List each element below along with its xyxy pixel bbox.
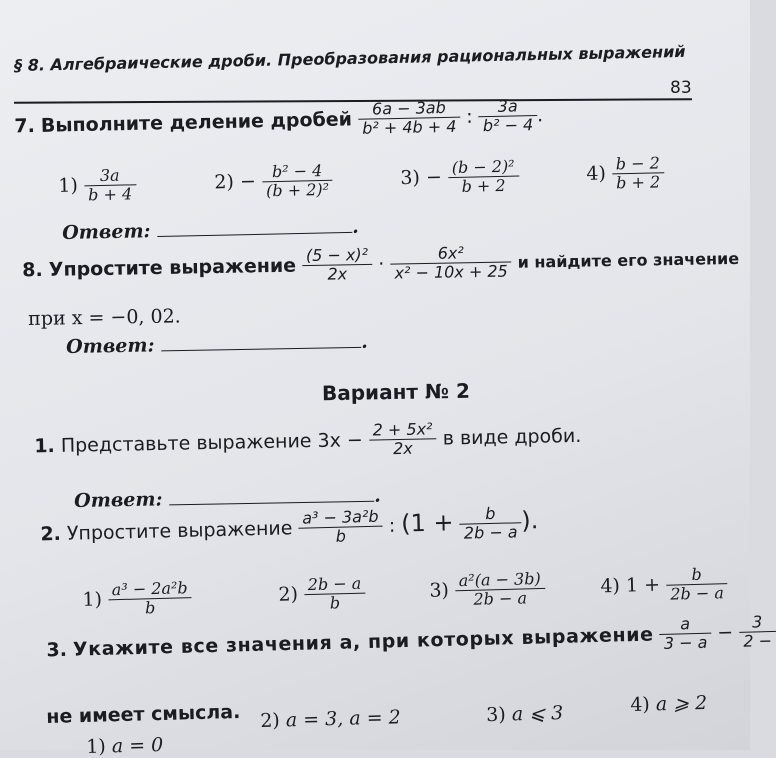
variant-task-2 bbox=[40, 504, 539, 554]
variant-task-2-text: Упростите выражение bbox=[66, 517, 293, 545]
variant-task-3-option-3[interactable]: 3) a ⩽ 3 bbox=[485, 702, 564, 727]
task-7-option-4[interactable]: 4) $\frac{b - 2}{b + 2}$ bbox=[586, 154, 664, 194]
variant-task-2-option-2[interactable]: 2) $\frac{2b - a}{b}$ bbox=[278, 573, 424, 615]
variant-task-2-options bbox=[82, 565, 728, 620]
task-8-line-2: при x = −0, 02. bbox=[28, 305, 181, 330]
variant-task-1-answer: Ответ: . bbox=[74, 484, 381, 512]
task-7-number: 7. bbox=[14, 114, 36, 138]
variant-task-3-fraction-1: $\frac{a}{3 - a}$ bbox=[659, 615, 712, 654]
variant-task-3-option-1[interactable]: 1) a = 0 bbox=[86, 733, 164, 758]
variant-task-2-paren-close: ). bbox=[520, 506, 539, 535]
variant-task-3-text: Укажите все значения a, при которых выражение bbox=[72, 623, 654, 661]
task-7-text: Выполните деление дробей bbox=[40, 108, 353, 137]
variant-task-1-text-after: в виде дроби. bbox=[442, 424, 582, 450]
task-8-text: Упростите выражение bbox=[48, 254, 297, 281]
task-8-fraction-1: $\frac{\text{(5 − x)²}}{2x}$ bbox=[302, 246, 373, 285]
variant-task-2-fraction-1: $\frac{\text{a³ − 3a²b}}{b}$ bbox=[298, 508, 383, 548]
variant-task-2-number: 2. bbox=[40, 522, 62, 546]
section-header: § 8. Алгебраические дроби. Преобразования рациональных выражений bbox=[14, 41, 686, 75]
variant-task-1-number: 1. bbox=[34, 434, 56, 458]
variant-title: Вариант № 2 bbox=[321, 378, 471, 406]
variant-task-3-option-4[interactable]: 4) a ⩾ 2 bbox=[630, 691, 708, 716]
variant-task-1-answer-field[interactable] bbox=[169, 485, 374, 506]
task-8-number: 8. bbox=[22, 259, 43, 282]
task-7-fraction-1: $\frac{6a - 3ab}{\text{b² + 4b + 4}}$ bbox=[358, 99, 461, 139]
task-8-answer: Ответ: . bbox=[66, 330, 368, 358]
variant-task-3-fraction-2: $\frac{3}{2 -}$ bbox=[739, 613, 776, 652]
task-8-text-after: и найдите его значение bbox=[517, 248, 740, 272]
task-7-fraction-2: $\frac{3a}{\text{b² − 4}}$ bbox=[478, 97, 537, 136]
page-number: 83 bbox=[670, 78, 692, 98]
variant-task-3-line-2: не имеет смысла. bbox=[46, 700, 241, 728]
variant-task-3-minus-sign: − bbox=[716, 621, 734, 644]
task-8 bbox=[22, 239, 739, 289]
variant-task-1 bbox=[34, 417, 582, 465]
variant-task-2-divide-sign: : bbox=[388, 514, 396, 537]
task-7-options bbox=[58, 154, 664, 206]
task-7-option-1[interactable]: 1) $\frac{3a}{b + 4}$ bbox=[58, 165, 209, 206]
task-8-multiply-sign: · bbox=[378, 253, 385, 276]
task-7-answer-field[interactable] bbox=[157, 216, 352, 237]
task-7-option-3[interactable]: 3) − $\frac{\text{(b − 2)²}}{b + 2}$ bbox=[400, 156, 581, 198]
task-7-answer: Ответ: . bbox=[62, 215, 359, 244]
variant-task-1-answer-label: Ответ: bbox=[74, 488, 163, 512]
task-7 bbox=[14, 97, 544, 146]
task-8-answer-label: Ответ: bbox=[66, 334, 155, 358]
variant-task-2-option-1[interactable]: 1) $\frac{\text{a³ − 2a²b}}{b}$ bbox=[82, 577, 273, 620]
task-7-divide-sign: : bbox=[466, 105, 473, 128]
variant-task-3-number: 3. bbox=[46, 638, 68, 662]
task-7-period: . bbox=[536, 104, 544, 127]
variant-task-3 bbox=[46, 613, 776, 670]
variant-task-1-fraction: $\frac{\text{2 + 5x²}}{2x}$ bbox=[369, 420, 438, 459]
task-8-answer-field[interactable] bbox=[161, 331, 361, 351]
variant-task-3-option-2[interactable]: 2) a = 3, a = 2 bbox=[260, 706, 402, 732]
task-8-fraction-2: $\frac{\text{6x²}}{\text{x² − 10x + 25}}$ bbox=[390, 243, 512, 283]
variant-task-2-fraction-2: $\frac{b}{2b - a}$ bbox=[459, 504, 522, 543]
task-7-option-2[interactable]: 2) − $\frac{\text{b² − 4}}{\text{(b + 2)²}}$ bbox=[214, 160, 395, 202]
variant-task-2-option-4[interactable]: 4) 1 + $\frac{b}{2b - a}$ bbox=[600, 565, 728, 606]
task-7-answer-label: Ответ: bbox=[62, 220, 151, 244]
variant-task-2-paren-open: (1 + bbox=[400, 508, 454, 538]
variant-task-3-options-row bbox=[260, 700, 636, 732]
variant-task-1-text: Представьте выражение 3x − bbox=[60, 429, 364, 457]
variant-task-2-option-3[interactable]: 3) $\frac{\text{a²(a − 3b)}}{2b - a}$ bbox=[429, 569, 595, 611]
